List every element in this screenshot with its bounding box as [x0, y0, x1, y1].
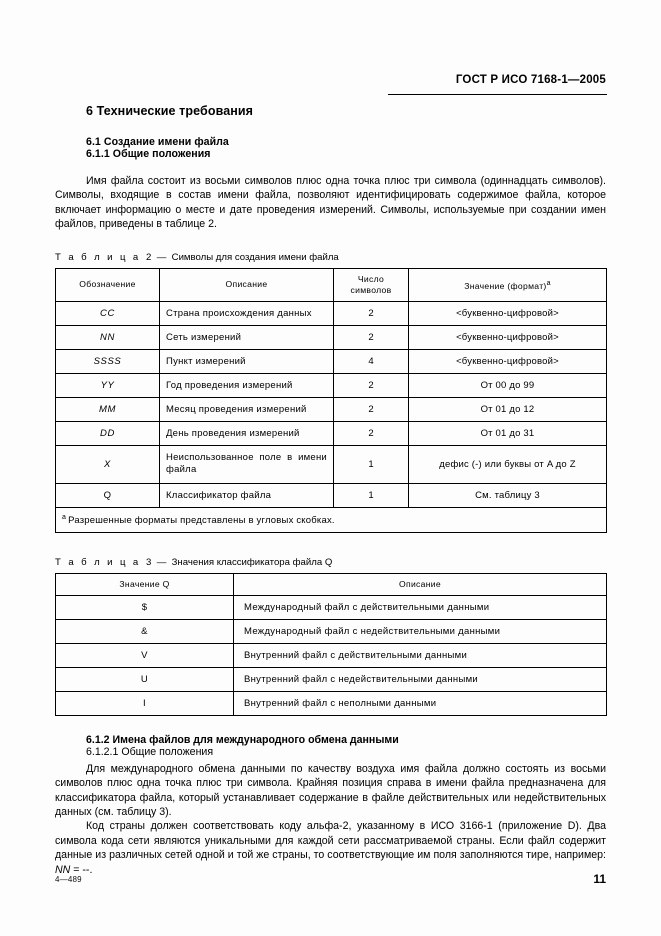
table2-r2-format: <буквенно-цифровой> [409, 349, 607, 373]
table2-footnote-text: Разрешенные форматы представлены в угловых скобках. [68, 514, 335, 526]
table3-caption-dash: — [156, 556, 167, 568]
table2-r0-description: Страна происхождения данных [160, 301, 334, 325]
table3-caption [55, 557, 606, 568]
table2-caption [55, 252, 606, 263]
table-row [56, 373, 607, 397]
table3-r4-description: Внутренний файл с неполными данными [234, 691, 607, 715]
clause-6-1-2-title: 6.1.2 Имена файлов для международного обмена данными [86, 733, 399, 746]
table-row [56, 421, 607, 445]
table2-r0-format: <буквенно-цифровой> [409, 301, 607, 325]
table2-r5-format: От 01 до 31 [409, 421, 607, 445]
paragraph-country-code-italic: NN [55, 863, 71, 876]
table3-caption-title: Значения классификатора файла Q [171, 556, 333, 568]
table2-footnote-marker: а [62, 513, 67, 521]
table2-footnote [56, 507, 607, 532]
table3-caption-label: Т а б л и ц а [55, 556, 141, 568]
table2-r0-count: 2 [334, 301, 409, 325]
paragraph-country-code-post: = --. [70, 863, 93, 876]
table-row [56, 643, 607, 667]
table3-caption-number: 3 [146, 556, 152, 568]
table2-r3-format: От 00 до 99 [409, 373, 607, 397]
table2-r4-description: Месяц проведения измерений [160, 397, 334, 421]
table3-r1-description: Международный файл с недействительными данными [234, 619, 607, 643]
table-row [56, 301, 607, 325]
table-row [56, 397, 607, 421]
table2-r1-count: 2 [334, 325, 409, 349]
table2-r3-count: 2 [334, 373, 409, 397]
table2-r3-description: Год проведения измерений [160, 373, 334, 397]
table2-r3-symbol: YY [56, 373, 160, 397]
table3-header-row [56, 573, 607, 595]
clause-6-1-1-title: 6.1.1 Общие положения [86, 148, 211, 160]
table2-caption-title: Символы для создания имени файла [171, 251, 339, 263]
table2-r6-description: Неиспользованное поле в имени файла [160, 445, 334, 483]
table-row [56, 325, 607, 349]
table2-r2-description: Пункт измерений [160, 349, 334, 373]
table2-r5-symbol: DD [56, 421, 160, 445]
table-row [56, 667, 607, 691]
table2-col-count: Число символов [334, 268, 409, 301]
table2-footnote-row [56, 507, 607, 532]
table-row [56, 445, 607, 483]
signature-mark: 4—489 [55, 875, 82, 884]
table2-col-description: Описание [160, 268, 334, 301]
table2-r4-format: От 01 до 12 [409, 397, 607, 421]
table2-r5-description: День проведения измерений [160, 421, 334, 445]
table2-col-format [409, 268, 607, 301]
running-header [55, 74, 606, 96]
clause-6-1-2-1-title: 6.1.2.1 Общие положения [86, 745, 214, 758]
header-rule [388, 94, 607, 95]
table-row [56, 349, 607, 373]
table3-r2-value: V [56, 643, 234, 667]
table3-r3-value: U [56, 667, 234, 691]
table2-r4-symbol: MM [56, 397, 160, 421]
table2-caption-number: 2 [146, 251, 152, 263]
page-number: 11 [593, 872, 606, 886]
table3-r3-description: Внутренний файл с недействительными данными [234, 667, 607, 691]
table2-r2-symbol: SSSS [56, 349, 160, 373]
page-content [55, 104, 606, 877]
table2-col-format-text: Значение (формат) [464, 280, 547, 291]
clause-6-title: 6 Технические требования [86, 104, 254, 118]
intro-paragraph: Имя файла состоит из восьми символов плюс одна точка плюс три символа (одиннадцать символов). Символы, входящие в состав имени файла, позволяют идентифицировать содержимое файла, которое включает информацию о месте и дате проведения измерений. Символы, используемые при создании имен файлов, приведены в таблице 2. [55, 175, 606, 231]
table2-r0-symbol: CC [56, 301, 160, 325]
table3-r1-value: & [56, 619, 234, 643]
table2-r4-count: 2 [334, 397, 409, 421]
table2-r6-symbol: X [56, 445, 160, 483]
table3-r0-description: Международный файл с действительными данными [234, 595, 607, 619]
table-row [56, 483, 607, 507]
table2-r1-symbol: NN [56, 325, 160, 349]
paragraph-country-code [55, 819, 606, 877]
standard-number: ГОСТ Р ИСО 7168-1—2005 [455, 74, 606, 86]
table-filename-symbols [55, 268, 607, 533]
table-row [56, 691, 607, 715]
table3-col-description: Описание [234, 573, 607, 595]
paragraph-country-code-pre: Код страны должен соответствовать коду альфа-2, указанному в ИСО 3166-1 (приложение D). Два символа кода сети являются уникальными для каждой сети рассматриваемой страны. Если файл содержит данные из различных сетей одной и той же страны, то соответствующие им поля заполняются тире, например: [55, 820, 606, 862]
table2-r7-symbol: Q [56, 483, 160, 507]
table3-r2-description: Внутренний файл с действительными данными [234, 643, 607, 667]
table2-r1-format: <буквенно-цифровой> [409, 325, 607, 349]
table-row [56, 619, 607, 643]
table2-col-symbol: Обозначение [56, 268, 160, 301]
table2-caption-dash: — [156, 251, 167, 263]
table2-r6-format: дефис (-) или буквы от A до Z [409, 445, 607, 483]
table-row [56, 595, 607, 619]
table2-caption-label: Т а б л и ц а [55, 251, 141, 263]
table2-r7-description: Классификатор файла [160, 483, 334, 507]
table2-r5-count: 2 [334, 421, 409, 445]
table3-r0-value: $ [56, 595, 234, 619]
table2-r6-count: 1 [334, 445, 409, 483]
table2-header-row [56, 268, 607, 301]
page-footer [55, 872, 606, 889]
table2-r1-description: Сеть измерений [160, 325, 334, 349]
table2-r7-count: 1 [334, 483, 409, 507]
paragraph-international-exchange: Для международного обмена данными по качеству воздуха имя файла должно состоять из восьми символов плюс одна точка плюс три символа. Крайняя позиция справа в имени файла предназначена для классификатора файла, который устанавливает содержание в файле действительных или недействительных данных (см. таблицу 3). [55, 762, 606, 818]
table3-col-value: Значение Q [56, 573, 234, 595]
table-file-classifier-values [55, 573, 607, 716]
table2-col-format-footnote-marker: а [546, 279, 551, 287]
clause-6-1-title: 6.1 Создание имени файла [86, 136, 229, 148]
table2-r7-format: См. таблицу 3 [409, 483, 607, 507]
table3-r4-value: I [56, 691, 234, 715]
table2-r2-count: 4 [334, 349, 409, 373]
